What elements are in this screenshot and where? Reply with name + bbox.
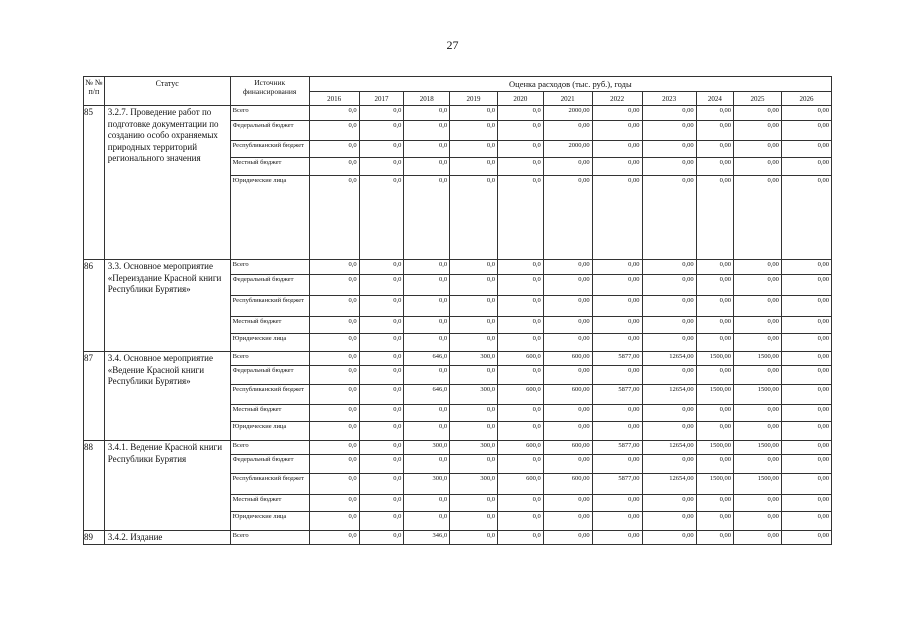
- source-cell: Местный бюджет: [230, 158, 309, 176]
- value-cell: 0,00: [696, 334, 733, 352]
- header-year: 2024: [696, 92, 733, 106]
- value-cell: 0,00: [781, 422, 831, 441]
- value-cell: 0,00: [543, 455, 592, 474]
- value-cell: 646,0: [404, 385, 450, 405]
- value-cell: 0,0: [497, 334, 543, 352]
- value-cell: 0,0: [359, 296, 404, 317]
- value-cell: 0,00: [734, 158, 782, 176]
- value-cell: 0,0: [359, 512, 404, 531]
- value-cell: 0,0: [497, 260, 543, 275]
- value-cell: 0,0: [359, 441, 404, 455]
- value-cell: 0,0: [359, 260, 404, 275]
- value-cell: 5877,00: [592, 474, 642, 495]
- value-cell: 0,00: [543, 260, 592, 275]
- value-cell: 0,0: [404, 366, 450, 385]
- value-cell: 0,0: [497, 512, 543, 531]
- value-cell: 0,00: [734, 455, 782, 474]
- budget-table: [83, 76, 832, 545]
- value-cell: 0,00: [781, 366, 831, 385]
- value-cell: 0,0: [450, 531, 498, 545]
- value-cell: 0,0: [497, 405, 543, 422]
- value-cell: 0,0: [497, 366, 543, 385]
- value-cell: 0,0: [359, 176, 404, 260]
- value-cell: 0,0: [497, 106, 543, 121]
- value-cell: 0,00: [592, 121, 642, 141]
- value-cell: 0,00: [696, 455, 733, 474]
- value-cell: 0,0: [309, 352, 359, 366]
- value-cell: 0,00: [781, 441, 831, 455]
- page-number: 27: [446, 38, 459, 52]
- status-cell: 3.4. Основное мероприятие «Ведение Красной книги Республики Бурятия»: [104, 352, 230, 441]
- value-cell: 0,00: [592, 275, 642, 296]
- value-cell: 300,0: [450, 352, 498, 366]
- value-cell: 600,00: [543, 352, 592, 366]
- source-cell: Всего: [230, 441, 309, 455]
- value-cell: 0,0: [404, 512, 450, 531]
- value-cell: 0,0: [450, 121, 498, 141]
- value-cell: 0,0: [404, 422, 450, 441]
- value-cell: 0,00: [592, 512, 642, 531]
- value-cell: 0,0: [450, 366, 498, 385]
- value-cell: 1500,00: [696, 352, 733, 366]
- value-cell: 0,0: [309, 495, 359, 512]
- value-cell: 600,0: [497, 441, 543, 455]
- value-cell: 0,00: [781, 455, 831, 474]
- value-cell: 0,00: [781, 275, 831, 296]
- value-cell: 0,00: [543, 176, 592, 260]
- value-cell: 0,00: [781, 474, 831, 495]
- value-cell: 0,0: [359, 422, 404, 441]
- value-cell: 0,00: [642, 106, 696, 121]
- value-cell: 0,0: [450, 512, 498, 531]
- value-cell: 0,0: [309, 121, 359, 141]
- value-cell: 0,0: [450, 405, 498, 422]
- value-cell: 0,0: [404, 275, 450, 296]
- value-cell: 0,0: [450, 176, 498, 260]
- value-cell: 0,00: [696, 495, 733, 512]
- status-cell: 3.4.2. Издание: [104, 531, 230, 545]
- value-cell: 0,00: [781, 405, 831, 422]
- value-cell: 0,0: [497, 531, 543, 545]
- value-cell: 0,0: [497, 317, 543, 334]
- source-cell: Всего: [230, 260, 309, 275]
- source-cell: Федеральный бюджет: [230, 455, 309, 474]
- value-cell: 0,0: [450, 106, 498, 121]
- value-cell: 0,0: [309, 512, 359, 531]
- header-year: 2022: [592, 92, 642, 106]
- value-cell: 0,00: [781, 385, 831, 405]
- header-year: 2021: [543, 92, 592, 106]
- header-status: Статус: [104, 77, 230, 106]
- value-cell: 0,0: [309, 441, 359, 455]
- value-cell: 646,0: [404, 352, 450, 366]
- value-cell: 0,00: [543, 531, 592, 545]
- value-cell: 0,00: [543, 158, 592, 176]
- status-cell: 3.4.1. Ведение Красной книги Республики Бурятия: [104, 441, 230, 531]
- value-cell: 0,0: [404, 296, 450, 317]
- value-cell: 0,0: [359, 158, 404, 176]
- source-cell: Юридические лица: [230, 422, 309, 441]
- value-cell: 0,00: [734, 275, 782, 296]
- value-cell: 0,00: [592, 296, 642, 317]
- row-number: 89: [84, 531, 105, 545]
- value-cell: 2000,00: [543, 141, 592, 158]
- value-cell: 0,0: [309, 275, 359, 296]
- value-cell: 0,0: [497, 141, 543, 158]
- value-cell: 0,0: [309, 317, 359, 334]
- value-cell: 0,00: [734, 141, 782, 158]
- value-cell: 600,0: [497, 352, 543, 366]
- value-cell: 0,00: [592, 176, 642, 260]
- row-number: 87: [84, 352, 105, 441]
- source-cell: Республиканский бюджет: [230, 141, 309, 158]
- value-cell: 0,00: [734, 260, 782, 275]
- value-cell: 0,0: [497, 455, 543, 474]
- value-cell: 0,00: [543, 366, 592, 385]
- value-cell: 0,00: [781, 141, 831, 158]
- source-cell: Юридические лица: [230, 512, 309, 531]
- value-cell: 0,00: [734, 512, 782, 531]
- value-cell: 0,00: [734, 317, 782, 334]
- value-cell: 0,00: [781, 260, 831, 275]
- value-cell: 0,00: [696, 121, 733, 141]
- value-cell: 0,0: [404, 260, 450, 275]
- value-cell: 300,0: [450, 474, 498, 495]
- value-cell: 0,00: [592, 422, 642, 441]
- value-cell: 600,00: [543, 385, 592, 405]
- value-cell: 0,00: [642, 141, 696, 158]
- value-cell: 0,00: [642, 495, 696, 512]
- value-cell: 0,00: [781, 317, 831, 334]
- value-cell: 0,00: [696, 317, 733, 334]
- value-cell: 0,0: [450, 317, 498, 334]
- value-cell: 600,0: [497, 474, 543, 495]
- value-cell: 0,00: [696, 260, 733, 275]
- value-cell: 0,0: [404, 455, 450, 474]
- value-cell: 0,0: [450, 275, 498, 296]
- value-cell: 0,00: [642, 422, 696, 441]
- header-year: 2018: [404, 92, 450, 106]
- value-cell: 0,0: [497, 121, 543, 141]
- value-cell: 0,0: [497, 495, 543, 512]
- value-cell: 0,0: [497, 176, 543, 260]
- value-cell: 0,00: [592, 495, 642, 512]
- source-cell: Республиканский бюджет: [230, 474, 309, 495]
- value-cell: 0,0: [450, 334, 498, 352]
- value-cell: 0,0: [450, 296, 498, 317]
- value-cell: 0,0: [309, 260, 359, 275]
- value-cell: 0,0: [404, 317, 450, 334]
- value-cell: 0,0: [309, 531, 359, 545]
- value-cell: 0,00: [592, 260, 642, 275]
- table-row: [84, 441, 832, 455]
- value-cell: 0,0: [450, 158, 498, 176]
- value-cell: 0,00: [642, 121, 696, 141]
- header-num: № № п/п: [84, 77, 105, 106]
- value-cell: 0,00: [642, 296, 696, 317]
- value-cell: 12654,00: [642, 352, 696, 366]
- value-cell: 0,0: [309, 176, 359, 260]
- header-year: 2019: [450, 92, 498, 106]
- value-cell: 0,0: [359, 121, 404, 141]
- value-cell: 0,00: [781, 352, 831, 366]
- status-cell: 3.2.7. Проведение работ по подготовке документации по созданию особо охраняемых природных территорий регионального значения: [104, 106, 230, 260]
- value-cell: 0,0: [309, 455, 359, 474]
- value-cell: 5877,00: [592, 385, 642, 405]
- value-cell: 0,00: [696, 366, 733, 385]
- value-cell: 0,00: [592, 366, 642, 385]
- value-cell: 0,00: [642, 275, 696, 296]
- source-cell: Федеральный бюджет: [230, 275, 309, 296]
- value-cell: 0,00: [734, 296, 782, 317]
- row-number: 85: [84, 106, 105, 260]
- value-cell: 0,00: [592, 141, 642, 158]
- value-cell: 0,00: [642, 366, 696, 385]
- value-cell: 0,0: [359, 334, 404, 352]
- value-cell: 0,00: [781, 531, 831, 545]
- source-cell: Всего: [230, 531, 309, 545]
- value-cell: 0,0: [309, 422, 359, 441]
- value-cell: 0,0: [497, 158, 543, 176]
- value-cell: 0,00: [642, 405, 696, 422]
- value-cell: 0,0: [309, 158, 359, 176]
- source-cell: Юридические лица: [230, 176, 309, 260]
- value-cell: 0,0: [450, 141, 498, 158]
- value-cell: 0,0: [359, 352, 404, 366]
- value-cell: 0,0: [309, 474, 359, 495]
- value-cell: 1500,00: [696, 385, 733, 405]
- header-year: 2020: [497, 92, 543, 106]
- value-cell: 1500,00: [734, 352, 782, 366]
- value-cell: 0,00: [696, 405, 733, 422]
- value-cell: 0,00: [781, 176, 831, 260]
- table-row: [84, 106, 832, 121]
- source-cell: Федеральный бюджет: [230, 121, 309, 141]
- status-cell: 3.3. Основное мероприятие «Переиздание Красной книги Республики Бурятия»: [104, 260, 230, 352]
- value-cell: 1500,00: [696, 441, 733, 455]
- source-cell: Республиканский бюджет: [230, 296, 309, 317]
- source-cell: Федеральный бюджет: [230, 366, 309, 385]
- value-cell: 0,00: [543, 422, 592, 441]
- value-cell: 0,0: [450, 455, 498, 474]
- value-cell: 0,0: [404, 405, 450, 422]
- header-year: 2026: [781, 92, 831, 106]
- value-cell: 0,00: [642, 260, 696, 275]
- value-cell: 0,0: [359, 317, 404, 334]
- value-cell: 0,00: [592, 455, 642, 474]
- value-cell: 0,00: [642, 176, 696, 260]
- value-cell: 0,0: [404, 334, 450, 352]
- value-cell: 0,00: [781, 158, 831, 176]
- value-cell: 0,0: [404, 158, 450, 176]
- value-cell: 600,00: [543, 441, 592, 455]
- source-cell: Республиканский бюджет: [230, 385, 309, 405]
- value-cell: 2000,00: [543, 106, 592, 121]
- value-cell: 0,00: [696, 512, 733, 531]
- header-estimate: Оценка расходов (тыс. руб.), годы: [309, 77, 831, 92]
- value-cell: 0,00: [734, 334, 782, 352]
- value-cell: 0,0: [404, 176, 450, 260]
- value-cell: 0,0: [359, 141, 404, 158]
- source-cell: Юридические лица: [230, 334, 309, 352]
- value-cell: 0,00: [642, 531, 696, 545]
- value-cell: 0,0: [359, 275, 404, 296]
- value-cell: 0,00: [734, 121, 782, 141]
- row-number: 88: [84, 441, 105, 531]
- value-cell: 0,00: [734, 422, 782, 441]
- value-cell: 346,0: [404, 531, 450, 545]
- value-cell: 5877,00: [592, 352, 642, 366]
- value-cell: 0,00: [642, 334, 696, 352]
- value-cell: 0,00: [781, 106, 831, 121]
- value-cell: 0,00: [642, 317, 696, 334]
- value-cell: 0,00: [781, 495, 831, 512]
- value-cell: 0,00: [543, 121, 592, 141]
- header-year: 2017: [359, 92, 404, 106]
- value-cell: 0,00: [543, 334, 592, 352]
- header-year: 2016: [309, 92, 359, 106]
- value-cell: 0,00: [592, 334, 642, 352]
- value-cell: 600,0: [497, 385, 543, 405]
- value-cell: 1500,00: [734, 385, 782, 405]
- value-cell: 0,0: [359, 366, 404, 385]
- value-cell: 300,0: [450, 385, 498, 405]
- value-cell: 0,00: [696, 141, 733, 158]
- header-year: 2023: [642, 92, 696, 106]
- table-row: [84, 352, 832, 366]
- value-cell: 0,00: [696, 531, 733, 545]
- value-cell: 0,0: [309, 296, 359, 317]
- value-cell: 0,00: [543, 495, 592, 512]
- value-cell: 300,0: [450, 441, 498, 455]
- value-cell: 0,00: [543, 317, 592, 334]
- value-cell: 0,0: [497, 275, 543, 296]
- value-cell: 0,00: [592, 158, 642, 176]
- value-cell: 0,00: [696, 275, 733, 296]
- value-cell: 0,0: [404, 141, 450, 158]
- value-cell: 1500,00: [696, 474, 733, 495]
- value-cell: 300,0: [404, 441, 450, 455]
- value-cell: 0,00: [543, 275, 592, 296]
- value-cell: 0,0: [359, 106, 404, 121]
- value-cell: 0,00: [592, 106, 642, 121]
- value-cell: 0,00: [592, 531, 642, 545]
- source-cell: Всего: [230, 106, 309, 121]
- value-cell: 0,00: [642, 512, 696, 531]
- value-cell: 0,00: [696, 296, 733, 317]
- source-cell: Всего: [230, 352, 309, 366]
- value-cell: 1500,00: [734, 474, 782, 495]
- source-cell: Местный бюджет: [230, 405, 309, 422]
- value-cell: 0,0: [359, 385, 404, 405]
- value-cell: 0,00: [734, 176, 782, 260]
- value-cell: 0,00: [592, 405, 642, 422]
- value-cell: 0,0: [359, 405, 404, 422]
- table-row: [84, 531, 832, 545]
- value-cell: 0,0: [450, 495, 498, 512]
- source-cell: Местный бюджет: [230, 495, 309, 512]
- value-cell: 12654,00: [642, 441, 696, 455]
- value-cell: 0,00: [642, 455, 696, 474]
- value-cell: 0,0: [309, 366, 359, 385]
- value-cell: 0,00: [696, 422, 733, 441]
- value-cell: 0,00: [696, 158, 733, 176]
- value-cell: 0,00: [696, 176, 733, 260]
- value-cell: 12654,00: [642, 385, 696, 405]
- value-cell: 0,0: [309, 385, 359, 405]
- value-cell: 0,0: [309, 334, 359, 352]
- value-cell: 600,00: [543, 474, 592, 495]
- value-cell: 0,0: [359, 531, 404, 545]
- value-cell: 0,00: [734, 106, 782, 121]
- value-cell: 0,00: [642, 158, 696, 176]
- value-cell: 0,00: [543, 296, 592, 317]
- header-row: [84, 77, 832, 92]
- value-cell: 300,0: [404, 474, 450, 495]
- value-cell: 0,0: [450, 260, 498, 275]
- value-cell: 0,00: [781, 512, 831, 531]
- value-cell: 0,00: [543, 512, 592, 531]
- value-cell: 0,0: [497, 296, 543, 317]
- value-cell: 0,0: [359, 474, 404, 495]
- value-cell: 0,00: [592, 317, 642, 334]
- value-cell: 0,0: [309, 141, 359, 158]
- value-cell: 0,0: [359, 495, 404, 512]
- header-source: Источник финансирования: [230, 77, 309, 106]
- table-row: [84, 260, 832, 275]
- value-cell: 0,00: [781, 121, 831, 141]
- row-number: 86: [84, 260, 105, 352]
- value-cell: 0,0: [309, 106, 359, 121]
- value-cell: 0,0: [404, 106, 450, 121]
- value-cell: 1500,00: [734, 441, 782, 455]
- value-cell: 0,00: [543, 405, 592, 422]
- value-cell: 5877,00: [592, 441, 642, 455]
- value-cell: 12654,00: [642, 474, 696, 495]
- header-year: 2025: [734, 92, 782, 106]
- value-cell: 0,0: [309, 405, 359, 422]
- value-cell: 0,00: [734, 405, 782, 422]
- value-cell: 0,0: [404, 495, 450, 512]
- value-cell: 0,0: [497, 422, 543, 441]
- value-cell: 0,00: [734, 495, 782, 512]
- value-cell: 0,00: [696, 106, 733, 121]
- value-cell: 0,0: [404, 121, 450, 141]
- value-cell: 0,00: [781, 334, 831, 352]
- value-cell: 0,00: [734, 366, 782, 385]
- value-cell: 0,00: [734, 531, 782, 545]
- value-cell: 0,0: [359, 455, 404, 474]
- source-cell: Местный бюджет: [230, 317, 309, 334]
- value-cell: 0,00: [781, 296, 831, 317]
- value-cell: 0,0: [450, 422, 498, 441]
